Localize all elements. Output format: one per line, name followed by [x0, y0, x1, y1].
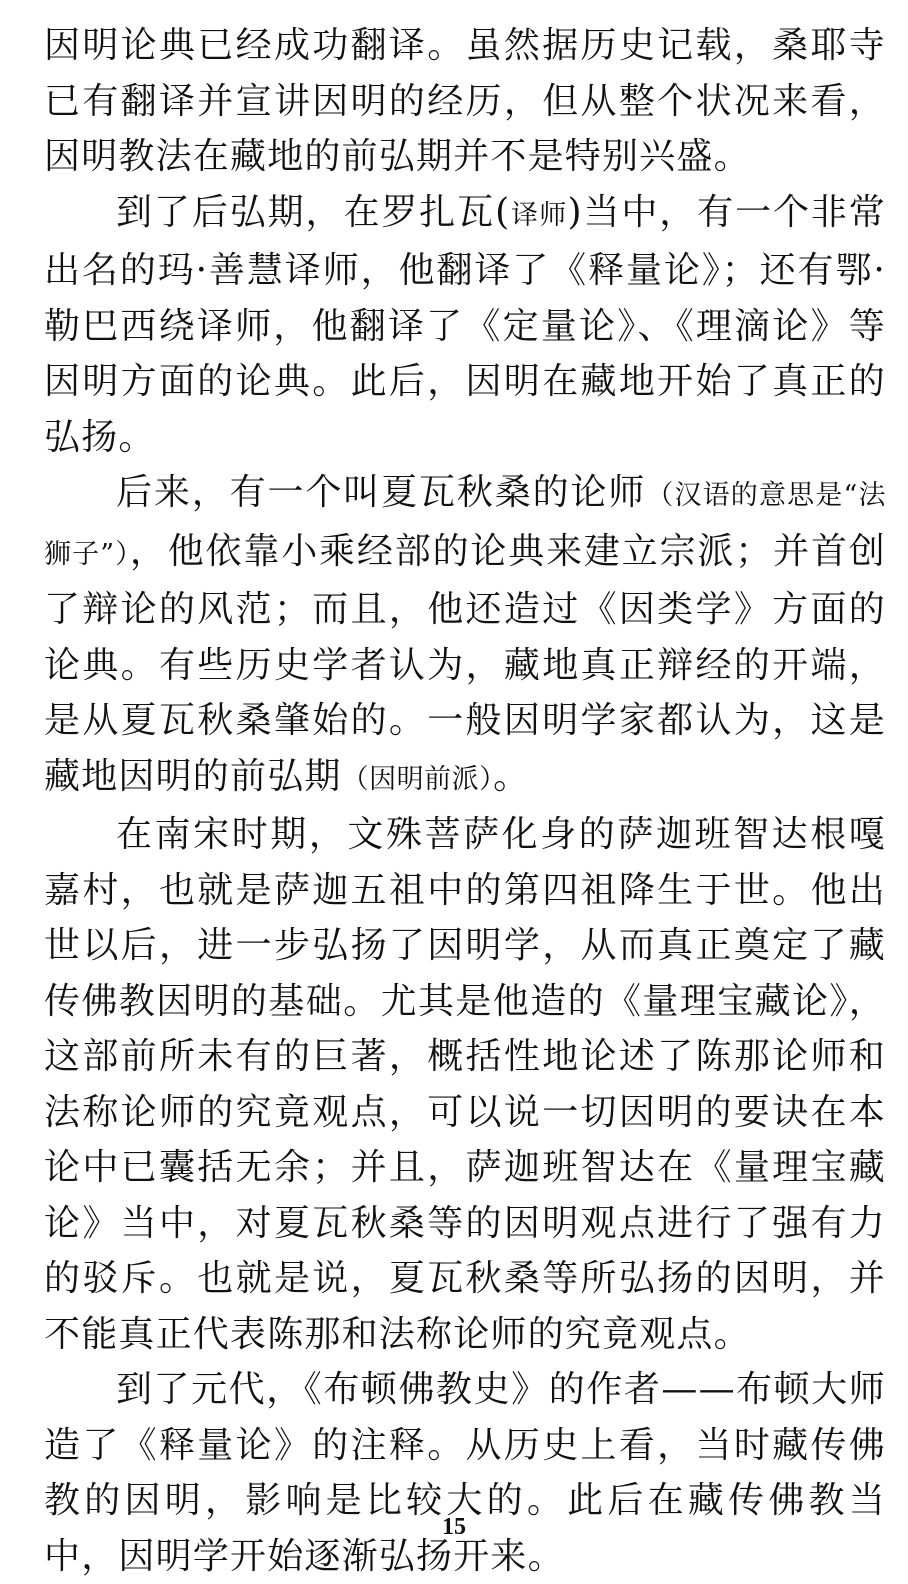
- paragraph-1: [44, 18, 886, 185]
- paragraph-text: 。: [493, 755, 531, 797]
- paragraph-text: 在南宋时期，文殊菩萨化身的萨迦班智达根嘎嘉村，也就是萨迦五祖中的第四祖降生于世。他出世以后，进一步弘扬了因明学，从而真正奠定了藏传佛教因明的基础。尤其是他造的《量理宝藏论》，这部前所未有的巨著，概括性地论述了陈那论师和法称论师的究竟观点，可以说一切因明的要诀在本论中已囊括无余；并且，萨迦班智达在《量理宝藏论》当中，对夏瓦秋桑等的因明观点进行了强有力的驳斥。也就是说，夏瓦秋桑等所弘扬的因明，并不能真正代表陈那和法称论师的究竟观点。: [44, 814, 886, 1355]
- paragraph-text: 后来，有一个叫夏瓦秋桑的论师: [116, 472, 647, 513]
- paragraph-text: 因明论典已经成功翻译。虽然据历史记载，桑耶寺已有翻译并宣讲因明的经历，但从整个状况来看，因明教法在藏地的前弘期并不是特别兴盛。: [44, 25, 886, 177]
- paragraph-text: 到了元代，《布顿佛教史》的作者——布顿大师造了《释量论》的注释。从历史上看，当时藏传佛教的因明，影响是比较大的。此后在藏传佛教当中，因明学开始逐渐弘扬开来。: [44, 1369, 886, 1577]
- inline-note: 译师: [510, 199, 568, 231]
- paragraph-5: [44, 1362, 886, 1584]
- paragraph-text: 到了后弘期，在罗扎瓦(: [116, 191, 511, 233]
- page-body: [44, 18, 886, 1584]
- paragraph-4: [44, 807, 886, 1362]
- page-number: 15: [442, 1514, 466, 1540]
- paragraph-3: [44, 465, 886, 807]
- inline-note: （因明前派）: [341, 763, 494, 795]
- paragraph-text: ，他依靠小乘经部的论典来建立宗派；并首创了辩论的风范；而且，他还造过《因类学》方面的论典。有些历史学者认为，藏地真正辩经的开端，是从夏瓦秋桑肇始的。一般因明学家都认为，这是藏地因明的前弘期: [44, 530, 886, 797]
- paragraph-2: [44, 185, 886, 466]
- paragraph-text: )当中，有一个非常出名的玛·善慧译师，他翻译了《释量论》；还有鄂·勒巴西绕译师，他翻译了《定量论》、《理滴论》等因明方面的论典。此后，因明在藏地开始了真正的弘扬。: [44, 191, 887, 458]
- inline-note: （汉语的意思是“法狮子”）: [44, 480, 886, 570]
